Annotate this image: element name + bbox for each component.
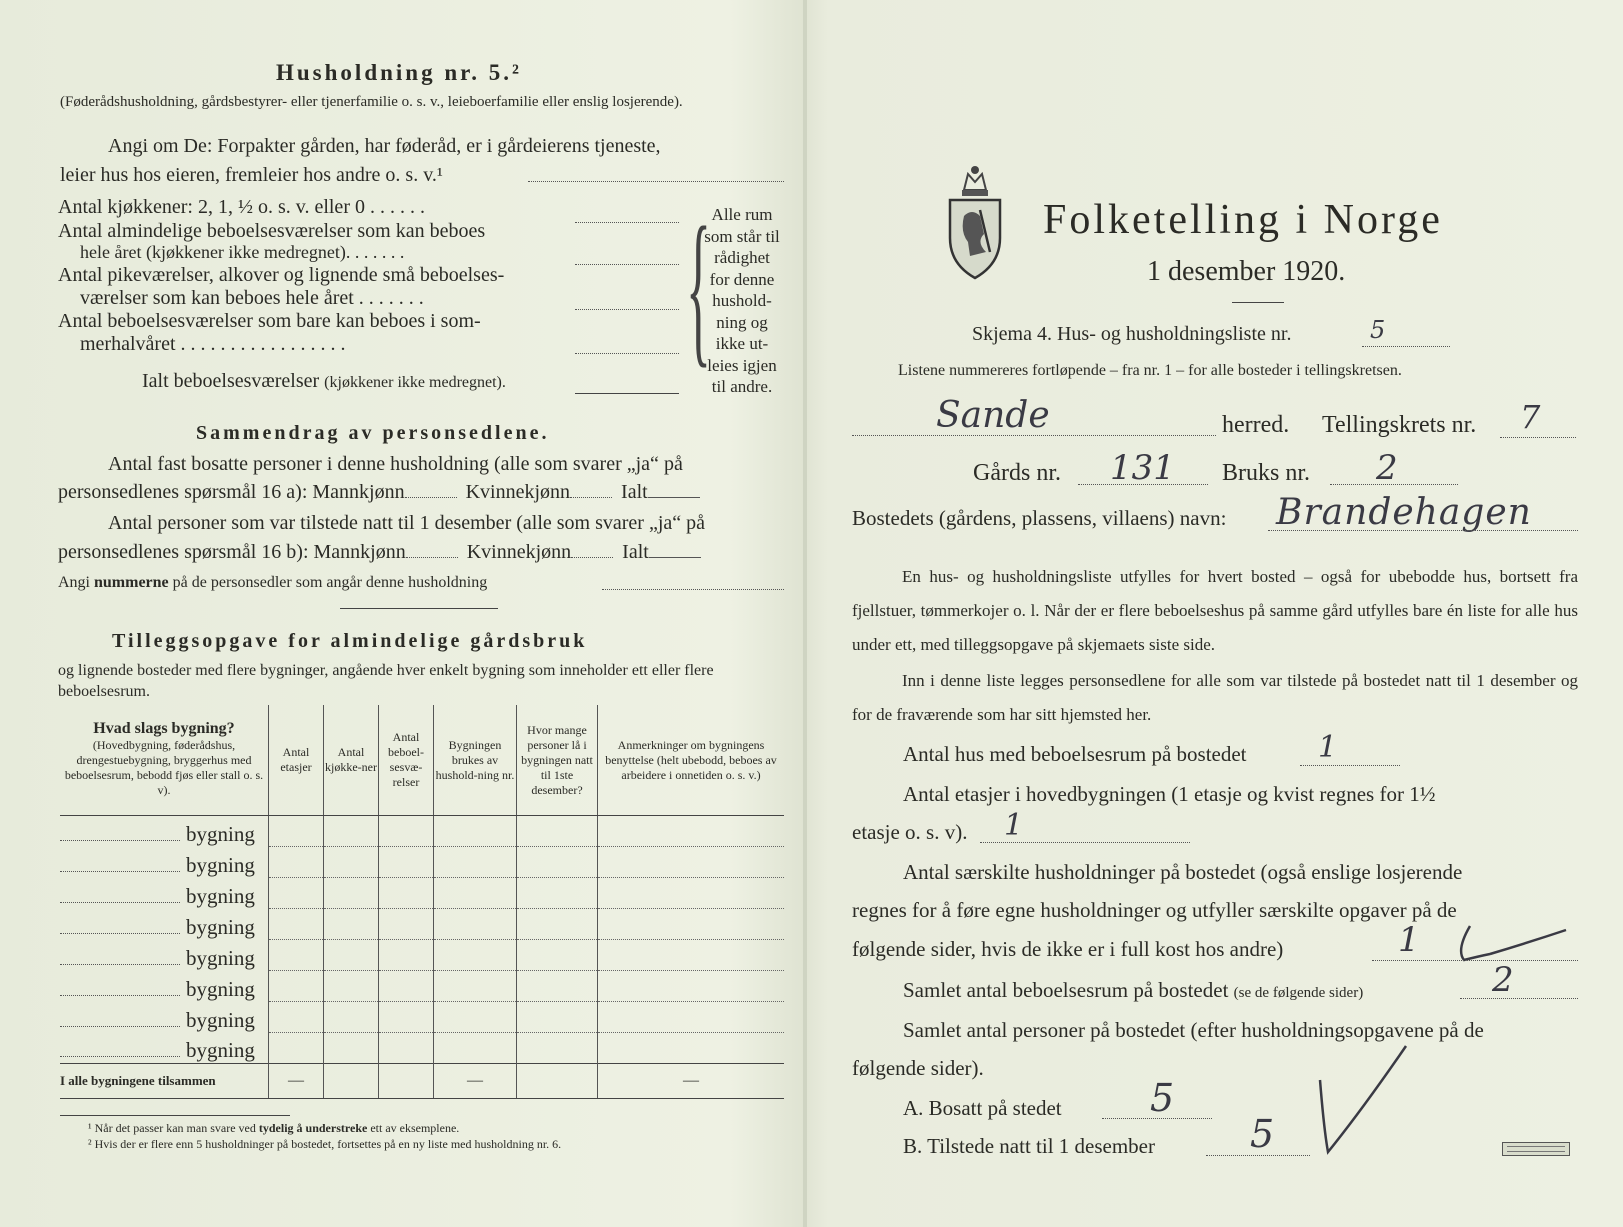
present-female-field[interactable] [571, 557, 613, 558]
col-kitchens: Antal kjøkke-ner [324, 705, 379, 816]
supplement-heading: Tilleggsopgave for almindelige gårdsbruk [112, 630, 588, 652]
side-note-line: rådighet [714, 248, 770, 267]
building-type-cell[interactable] [60, 1002, 269, 1033]
building-row [60, 847, 784, 878]
building-data-cell[interactable] [598, 971, 785, 1002]
building-row-label: bygning [186, 1007, 255, 1032]
numbers-label-bold: nummerne [94, 574, 169, 591]
total-rooms-cell[interactable] [379, 1064, 434, 1099]
building-data-cell[interactable] [269, 971, 324, 1002]
herred-line [852, 435, 1216, 436]
summary-heading: Sammendrag av personsedlene. [196, 422, 550, 444]
maid-rooms-label-2: værelser som kan beboes hele året . . . . . . . [80, 287, 424, 309]
building-row [60, 878, 784, 909]
floors-question-2: etasje o. s. v). [852, 820, 968, 844]
side-note-line: ning og [716, 312, 768, 332]
floors-value[interactable]: 1 [1004, 808, 1024, 843]
total-rooms-question-note: (se de følgende sider) [1233, 985, 1364, 1001]
handwritten-check-icon [1312, 1040, 1412, 1160]
bosted-line [1268, 530, 1578, 531]
present-total-label: Ialt [622, 541, 649, 563]
total-rooms-value[interactable]: 2 [1492, 960, 1514, 1000]
census-title: Folketelling i Norge [1043, 197, 1443, 243]
building-row [60, 971, 784, 1002]
resident-female-field[interactable] [570, 497, 612, 498]
building-type-cell[interactable] [60, 816, 269, 847]
total-used-by-cell[interactable]: — [434, 1064, 517, 1099]
building-data-cell[interactable] [269, 1033, 324, 1064]
col-persons: Hvor mange personer lå i bygningen natt til 1ste desember? [517, 705, 598, 816]
side-note-line: til andre. [711, 377, 773, 396]
buildings-table-header [60, 705, 784, 816]
building-data-cell[interactable] [598, 878, 785, 909]
col-remarks: Anmerkninger om bygningens benyttelse (helt ubebodd, beboes av arbeidere i onnetiden o. s. v.) [598, 705, 785, 816]
houses-question: Antal hus med beboelsesrum på bostedet [903, 742, 1247, 766]
numbers-field[interactable] [602, 589, 784, 590]
building-data-cell[interactable] [517, 909, 598, 940]
building-row-label: bygning [186, 914, 255, 939]
summer-rooms-field[interactable] [575, 353, 679, 354]
building-data-cell[interactable] [269, 847, 324, 878]
building-row-label: bygning [186, 945, 255, 970]
gards-label: Gårds nr. [973, 460, 1061, 486]
building-data-cell[interactable] [324, 940, 379, 971]
bruks-label: Bruks nr. [1222, 460, 1311, 486]
bosted-label: Bostedets (gårdens, plassens, villaens) navn: [852, 506, 1227, 530]
present-total-field[interactable] [649, 557, 701, 558]
side-note-line: ikke ut- [715, 334, 769, 353]
total-rooms-text: Ialt beboelsesværelser [142, 370, 320, 392]
present-female-label: Kvinnekjønn [466, 541, 572, 563]
col-building-type [60, 705, 269, 816]
building-type-cell[interactable] [60, 971, 269, 1002]
building-data-cell[interactable] [517, 940, 598, 971]
total-remarks-cell[interactable]: — [598, 1064, 785, 1099]
building-row [60, 816, 784, 847]
maid-rooms-label-1: Antal pikeværelser, alkover og lignende små beboelses- [58, 264, 505, 286]
persons-question-1: Samlet antal personer på bostedet (efter husholdningsopgavene på de [903, 1018, 1484, 1042]
kitchens-field[interactable] [575, 222, 679, 223]
building-data-cell[interactable] [324, 909, 379, 940]
resident-count-text-1: Antal fast bosatte personer i denne husholdning (alle som svarer „ja“ på [108, 453, 683, 475]
building-type-cell[interactable] [60, 909, 269, 940]
building-data-cell[interactable] [598, 847, 785, 878]
building-type-cell[interactable] [60, 878, 269, 909]
building-row [60, 940, 784, 971]
present-male-field[interactable] [406, 557, 458, 558]
building-data-cell[interactable] [379, 847, 434, 878]
present-count-text-1: Antal personer som var tilstede natt til 1 desember (alle som svarer „ja“ på [108, 512, 706, 534]
resident-value[interactable]: 5 [1150, 1076, 1175, 1120]
ordinary-rooms-label-1: Antal almindelige beboelsesværelser som kan beboes [58, 220, 486, 242]
building-row-label: bygning [186, 976, 255, 1001]
present-count-text-2: personsedlenes spørsmål 16 b): Mannkjønn [58, 541, 406, 563]
herred-label: herred. [1222, 412, 1290, 438]
households-question-2: regnes for å føre egne husholdninger og utfyller særskilte opgaver på de [852, 898, 1457, 922]
building-row [60, 1033, 784, 1064]
side-note-line: leies igjen [707, 355, 777, 375]
building-data-cell[interactable] [517, 816, 598, 847]
printer-stamp [1502, 1142, 1570, 1156]
krets-label: Tellingskrets nr. [1322, 412, 1477, 438]
numbering-note: Listene nummereres fortløpende – fra nr. 1 – for alle bosteder i tellingskretsen. [898, 362, 1402, 379]
total-rooms-line [1460, 998, 1578, 999]
total-rooms-note: (kjøkkener ikke medregnet). [324, 374, 506, 391]
census-date: 1 desember 1920. [1147, 256, 1346, 287]
building-data-cell[interactable] [379, 940, 434, 971]
building-data-cell[interactable] [324, 878, 379, 909]
building-type-cell[interactable] [60, 940, 269, 971]
resident-total-label: Ialt [621, 481, 648, 503]
summer-rooms-label-2: merhalvåret . . . . . . . . . . . . . . . . . [80, 333, 346, 355]
gards-line [1078, 484, 1208, 485]
building-data-cell[interactable] [434, 909, 517, 940]
building-data-cell[interactable] [598, 1033, 785, 1064]
brace-symbol: { [686, 196, 711, 385]
total-floors-cell[interactable]: — [269, 1064, 324, 1099]
arrangement-question-1: Angi om De: Forpakter gården, har føderåd, er i gårdeierens tjeneste, [108, 135, 661, 157]
building-data-cell[interactable] [379, 971, 434, 1002]
resident-count-text-2: personsedlenes spørsmål 16 a): Mannkjønn [58, 481, 405, 503]
footnote-1-post: ett av eksemplene. [370, 1121, 460, 1135]
building-data-cell[interactable] [434, 971, 517, 1002]
building-data-cell[interactable] [598, 940, 785, 971]
households-question-1: Antal særskilte husholdninger på bostedet (også enslige losjerende [903, 860, 1463, 884]
supplement-description: og lignende bosteder med flere bygninger, angående hver enkelt bygning som inneholder ett eller flere beboelsesrum. [58, 662, 714, 700]
building-data-cell[interactable] [379, 878, 434, 909]
arrangement-answer-line[interactable] [528, 181, 784, 182]
building-data-cell[interactable] [517, 971, 598, 1002]
household-title: Husholdning nr. 5.² [276, 60, 522, 85]
col-used-by: Bygningen brukes av hushold-ning nr. [434, 705, 517, 816]
page-fold [803, 0, 807, 1227]
building-type-cell[interactable] [60, 847, 269, 878]
building-data-cell[interactable] [434, 878, 517, 909]
building-data-cell[interactable] [324, 847, 379, 878]
resident-total-field[interactable] [648, 497, 700, 498]
present-value[interactable]: 5 [1250, 1112, 1275, 1156]
building-data-cell[interactable] [324, 816, 379, 847]
building-data-cell[interactable] [434, 940, 517, 971]
floors-line [980, 842, 1190, 843]
ordinary-rooms-field[interactable] [575, 264, 679, 265]
building-row-label: bygning [186, 883, 255, 908]
gards-value[interactable]: 131 [1110, 448, 1175, 488]
building-row-label: bygning [186, 821, 255, 846]
side-note-line: Alle rum [711, 205, 773, 224]
numbers-label-post: på de personsedler som angår denne husholdning [172, 574, 488, 591]
building-data-cell[interactable] [269, 878, 324, 909]
building-data-cell[interactable] [517, 1002, 598, 1033]
building-data-cell[interactable] [434, 816, 517, 847]
households-question-3: følgende sider, hvis de ikke er i full kost hos andre) [852, 937, 1284, 961]
persons-question-2: følgende sider). [852, 1056, 984, 1080]
list-number-value[interactable]: 5 [1370, 316, 1386, 344]
printer-stamp-lines [1507, 1146, 1565, 1152]
list-number-line [1362, 346, 1450, 347]
buildings-total-label: I alle bygningene tilsammen [60, 1064, 269, 1099]
building-data-cell[interactable] [434, 1033, 517, 1064]
building-data-cell[interactable] [324, 1002, 379, 1033]
side-note-line: for denne [709, 269, 775, 289]
kitchens-label: Antal kjøkkener: 2, 1, ½ o. s. v. eller 0 . . . . . . [58, 196, 425, 218]
col-building-title: Hvad slags bygning? [93, 719, 235, 737]
building-type-cell[interactable] [60, 1033, 269, 1064]
numbers-label-pre: Angi [58, 574, 90, 591]
total-rooms-label [142, 370, 506, 393]
resident-male-field[interactable] [405, 497, 457, 498]
title-divider [1232, 302, 1284, 303]
bosted-value[interactable]: Brandehagen [1276, 492, 1532, 533]
households-line [1372, 960, 1578, 961]
building-data-cell[interactable] [517, 878, 598, 909]
coat-of-arms-icon [946, 160, 1004, 282]
buildings-table [60, 705, 784, 1099]
resident-label: A. Bosatt på stedet [903, 1096, 1062, 1120]
instruction-paragraph-1: En hus- og husholdningsliste utfylles for hvert bosted – også for ubebodde hus, bortsett fra fjellstuer, tømmerkojer o. l. Når der er flere beboelseshus på samme gård utfylles bare én liste for alle hus under ett, med tilleggsopgave på skjemaets siste side. [852, 567, 1578, 654]
numbers-row [58, 574, 487, 592]
total-rooms-question [903, 978, 1363, 1003]
bruks-value[interactable]: 2 [1376, 448, 1398, 488]
footnote-divider [60, 1115, 290, 1116]
present-line [1206, 1155, 1310, 1156]
buildings-total-row [60, 1064, 784, 1099]
buildings-table-body [60, 816, 784, 1099]
building-data-cell[interactable] [269, 1002, 324, 1033]
floors-question-1: Antal etasjer i hovedbygningen (1 etasje og kvist regnes for 1½ [903, 782, 1436, 806]
col-rooms: Antal beboel-sesvæ-relser [379, 705, 434, 816]
total-rooms-field[interactable] [575, 393, 679, 394]
maid-rooms-field[interactable] [575, 309, 679, 310]
herred-value[interactable]: Sande [936, 395, 1050, 436]
building-data-cell[interactable] [269, 909, 324, 940]
building-data-cell[interactable] [598, 1002, 785, 1033]
building-data-cell[interactable] [598, 909, 785, 940]
total-kitchens-cell[interactable] [324, 1064, 379, 1099]
col-floors: Antal etasjer [269, 705, 324, 816]
houses-value[interactable]: 1 [1318, 730, 1338, 765]
building-data-cell[interactable] [379, 909, 434, 940]
resident-count-row [58, 481, 704, 504]
footnote-1-pre: ¹ Når det passer kan man svare ved [88, 1121, 256, 1135]
present-count-row [58, 541, 705, 564]
building-row [60, 1002, 784, 1033]
side-note [696, 204, 788, 398]
building-data-cell[interactable] [434, 847, 517, 878]
building-data-cell[interactable] [324, 1033, 379, 1064]
bruks-line [1330, 484, 1458, 485]
footnote-1 [88, 1121, 459, 1136]
resident-female-label: Kvinnekjønn [465, 481, 571, 503]
side-note-line: hushold- [712, 291, 772, 310]
building-row-label: bygning [186, 852, 255, 877]
building-data-cell[interactable] [434, 1002, 517, 1033]
building-data-cell[interactable] [379, 1002, 434, 1033]
building-data-cell[interactable] [517, 1033, 598, 1064]
footnote-1-bold: tydelig å understreke [258, 1121, 368, 1135]
building-data-cell[interactable] [269, 816, 324, 847]
ordinary-rooms-label-2: hele året (kjøkkener ikke medregnet). . . . . . . [80, 242, 405, 262]
side-note-line: som står til [704, 226, 780, 246]
krets-value[interactable]: 7 [1520, 398, 1541, 436]
building-row [60, 909, 784, 940]
col-building-desc: (Hovedbygning, føderådshus, drengestuebygning, bryggerhus med beboelsesrum, bebodd fjøs eller stall o. s. v). [64, 737, 264, 797]
handwritten-mark-icon [1450, 920, 1570, 964]
schema-label: Skjema 4. Hus- og husholdningsliste nr. [972, 323, 1292, 345]
building-data-cell[interactable] [324, 971, 379, 1002]
total-persons-cell[interactable] [517, 1064, 598, 1099]
building-data-cell[interactable] [598, 816, 785, 847]
building-row-label: bygning [186, 1038, 255, 1062]
section-divider [340, 608, 498, 609]
krets-line [1500, 437, 1576, 438]
instruction-paragraph-2: Inn i denne liste legges personsedlene for alle som var tilstede på bostedet natt til 1 desember og for de fraværende som har sitt hjemsted her. [852, 671, 1578, 724]
household-intro-note: (Føderådshusholdning, gårdsbestyrer- eller tjenerfamilie o. s. v., leieboerfamilie eller enslig losjerende). [60, 94, 683, 110]
resident-line [1102, 1118, 1212, 1119]
houses-line [1300, 765, 1400, 766]
footnote-2: ² Hvis der er flere enn 5 husholdninger på bostedet, fortsettes på en ny liste med husholdning nr. 6. [88, 1137, 562, 1151]
building-data-cell[interactable] [517, 847, 598, 878]
total-rooms-question-text: Samlet antal beboelsesrum på bostedet [903, 978, 1229, 1002]
households-value[interactable]: 1 [1398, 920, 1420, 960]
building-data-cell[interactable] [269, 940, 324, 971]
building-data-cell[interactable] [379, 1033, 434, 1064]
building-data-cell[interactable] [379, 816, 434, 847]
arrangement-question-2: leier hus hos eieren, fremleier hos andre o. s. v.¹ [60, 164, 443, 186]
summer-rooms-label-1: Antal beboelsesværelser som bare kan beboes i som- [58, 310, 481, 332]
present-label: B. Tilstede natt til 1 desember [903, 1134, 1155, 1158]
